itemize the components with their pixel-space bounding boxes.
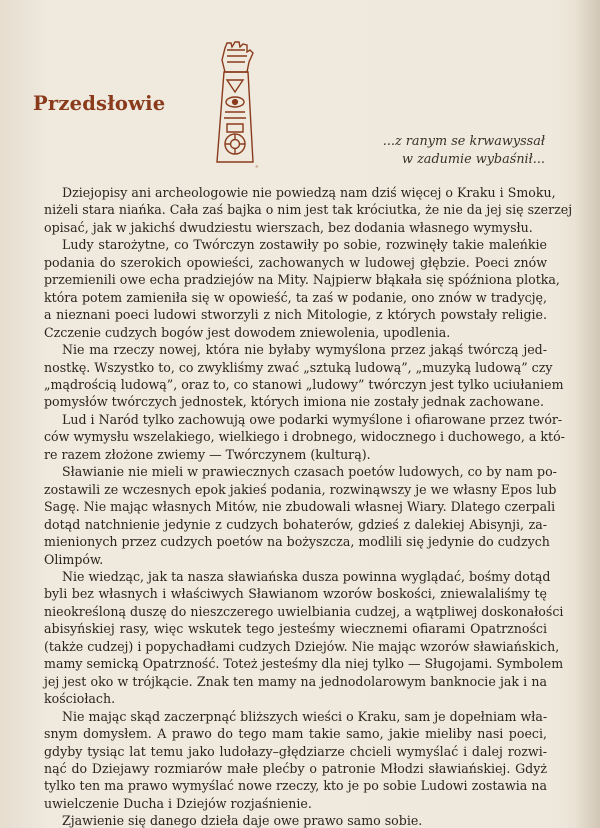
text-line: Sagę. Nie mając własnych Mitów, nie zbudowali własnej Wiary. Dlatego czerpali [44, 499, 556, 515]
epigraph-line: ...z ranym se krwawyssał [382, 134, 545, 149]
epigraph-line: w zadumie wybaśnił... [402, 152, 545, 167]
text-line: Lud i Naród tylko zachowują owe podarki wymyślone i ofiarowane przez twór- [62, 411, 563, 427]
epigraph [340, 133, 545, 169]
text-line: Dziejopisy ani archeologowie nie powiedzą nam dziś więcej o Kraku i Smoku, [62, 185, 556, 200]
text-line: nąć do Dziejawy rozmiarów małe plećby o patronie Młodzi sławiańskiej. Gdyż [44, 760, 547, 776]
page-title: Przedsłowie [33, 92, 166, 115]
text-line: nieokreśloną duszę do nieszczerego uwielbiania cudzej, a wątpliwej doskonałości [44, 603, 564, 619]
text-line: dotąd natchnienie jedynie z cudzych bohaterów, gdzieś z dalekiej Abisynji, za- [44, 516, 547, 532]
text-line: zostawili ze wczesnych epok jakieś podania, rozwinąwszy je we własny Epos lub [44, 481, 557, 497]
body-text [44, 184, 573, 828]
text-line: byli bez własnych i właściwych Sławianom wzorów boskości, zniewalaliśmy tę [44, 586, 547, 602]
svg-text:☼: ☼ [255, 164, 259, 169]
text-line: pomysłów twórczych jednostek, których imiona nie zostały jednak zachowane. [44, 394, 544, 410]
text-line: Sławianie nie mieli w prawiecznych czasach poetów ludowych, co by nam po- [62, 464, 557, 480]
text-line: która potem zamieniła się w opowieść, ta zaś w podanie, ono znów w tradycję, [44, 289, 547, 305]
hand-eye-emblem-icon [207, 40, 263, 170]
text-line: niżeli stara niańka. Cała zaś bajka o nim jest tak króciutka, że nie da jej się szerzej [44, 202, 573, 218]
text-line: kościołach. [44, 691, 116, 707]
text-line: Zjawienie się danego dzieła daje owe prawo samo sobie. [62, 813, 423, 828]
text-line: re razem złożone zwiemy — Twórczynem (kulturą). [44, 446, 371, 462]
text-line: mienionych przez cudzych poetów na bożyszcza, modlili się jedynie do cudzych [44, 534, 550, 550]
text-line: ców wymysłu wszelakiego, wielkiego i drobnego, widocznego i duchowego, a któ- [44, 429, 565, 445]
text-line: „mądrością ludową”, oraz to, co stanowi „ludowy” twórczyn jest tylko uciułaniem [44, 376, 564, 392]
text-line: (także cudzej) i popychadłami cudzych Dziejów. Nie mając wzorów sławiańskich, [44, 638, 560, 654]
text-line: tylko ten ma prawo wymyślać nowe rzeczy, kto je po sobie Ludowi zostawia na [44, 778, 547, 794]
text-line: gdyby tysiąc lat temu jako ludołazy–głędziarze chcieli wymyślać i dalej rozwi- [44, 743, 547, 759]
text-line: nostkę. Wszystko to, co zwykliśmy zwać „sztuką ludową”, „muzyką ludową” czy [44, 359, 553, 375]
text-line: a nieznani poeci ludowi stworzyli z nich Mitologie, z których powstały religie. [44, 307, 547, 323]
text-line: Nie mając skąd zaczerpnąć bliższych wieści o Kraku, sam je dopełniam wła- [62, 708, 548, 724]
text-line: uwielczenie Ducha i Dziejów rozjaśnienie. [44, 795, 312, 811]
page-edge-shadow [574, 0, 600, 828]
text-line: jej jest oko w trójkącie. Znak ten mamy na jednodolarowym banknocie jak i na [44, 673, 547, 689]
text-line: opisać, jak w jakichś dwudziestu wierszach, bez dodania własnego wymysłu. [44, 219, 533, 235]
text-line: Olimpów. [44, 551, 104, 567]
text-line: snym domysłem. A prawo do tego mam takie samo, jakie mieliby nasi poeci, [44, 726, 547, 742]
text-line: Ludy starożytne, co Twórczyn zostawiły po sobie, rozwinęły takie maleńkie [62, 237, 547, 253]
text-line: Nie wiedząc, jak ta nasza sławiańska dusza powinna wyglądać, bośmy dotąd [62, 568, 551, 584]
text-line: przemienili owe echa pradziejów na Mity. Najpierw błąkała się spóźniona plotka, [44, 272, 560, 288]
text-line: abisyńskiej rasy, więc wskutek tego jesteśmy wiecznemi ofiarami Opatrzności [44, 621, 547, 637]
text-line: Nie ma rzeczy nowej, która nie byłaby wymyślona przez jakąś twórczą jed- [62, 342, 547, 358]
text-line: podania do szerokich opowieści, zachowanych w ludowej głębzie. Poeci znów [44, 254, 547, 270]
text-line: mamy semicką Opatrzność. Toteż jesteśmy dla niej tylko — Sługojami. Symbolem [44, 656, 564, 672]
text-line: Czczenie cudzych bogów jest dowodem zniewolenia, upodlenia. [44, 324, 451, 340]
